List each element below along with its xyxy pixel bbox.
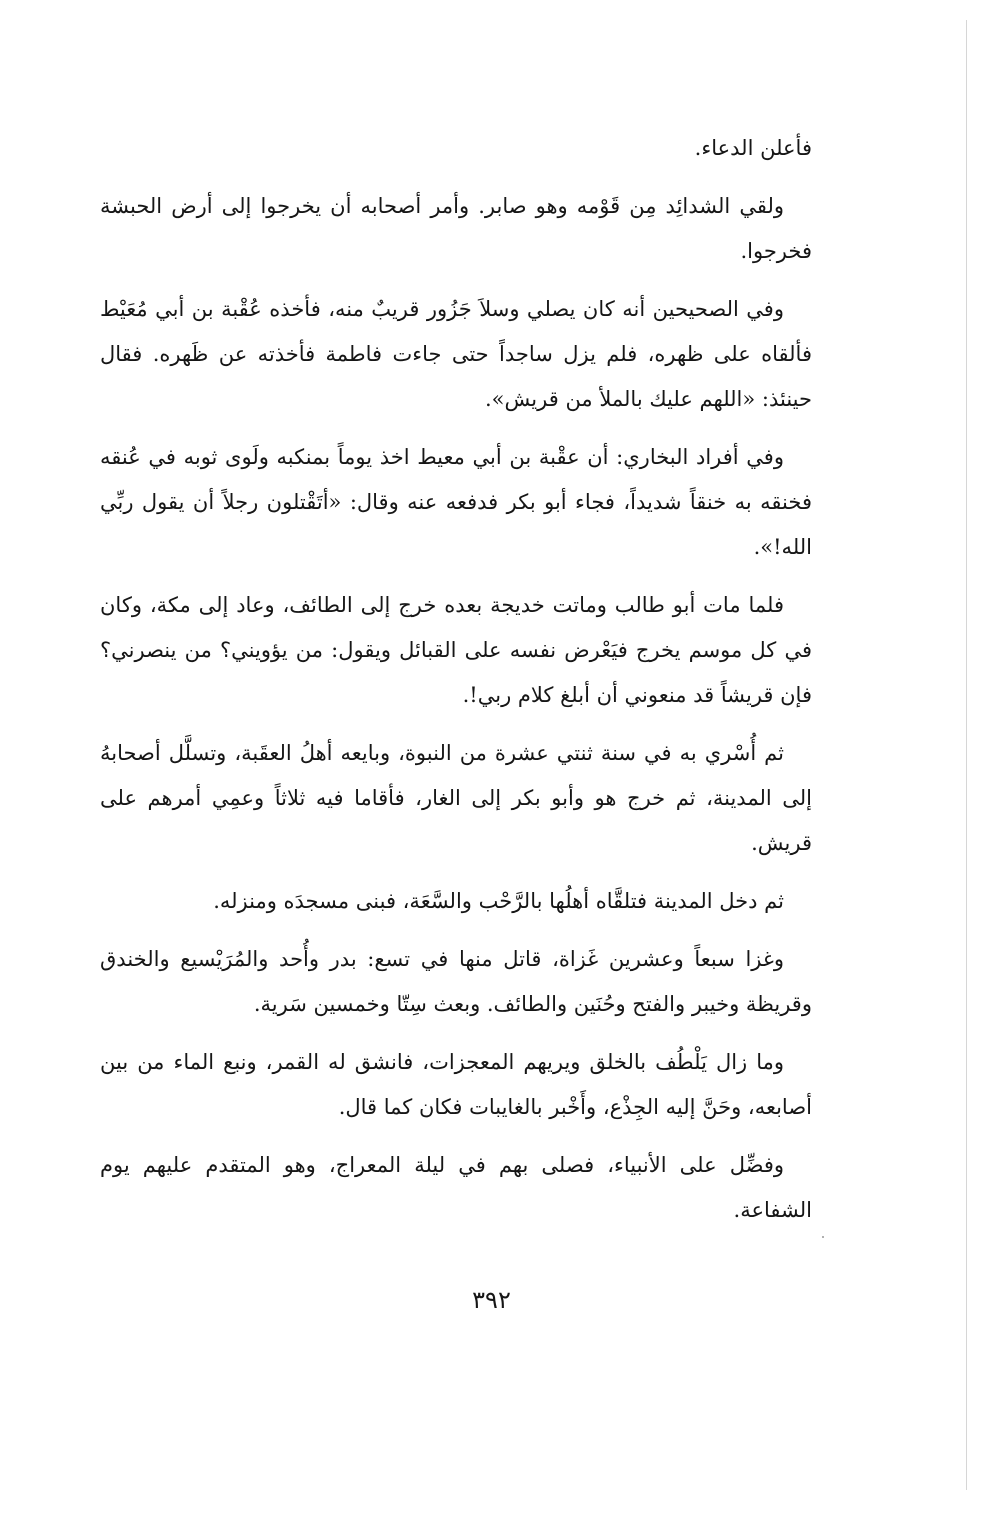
paragraph-8: وغزا سبعاً وعشرين غَزاة، قاتل منها في تسع: بدر وأُحد والمُرَيْسيع والخندق وقريظة وخيبر والفتح وحُنَين والطائف. وبعث سِتّا وخمسين سَرية. — [100, 947, 812, 1016]
body-text — [100, 126, 812, 1246]
paragraph-3: وفي الصحيحين أنه كان يصلي وسلاَ جَزُور قريبٌ منه، فأخذه عُقْبة بن أبي مُعَيْط فألقاه على ظهره، فلم يزل ساجداً حتى جاءت فاطمة فأخذته عن ظَهره. فقال حينئذ: «اللهم عليك بالملأ من قريش». — [100, 297, 812, 411]
paragraph-1: فأعلن الدعاء. — [694, 136, 812, 160]
page-number: ٣٩٢ — [472, 1286, 511, 1314]
paragraph-2: ولقي الشدائِد مِن قَوْمه وهو صابر. وأمر أصحابه أن يخرجوا إلى أرض الحبشة فخرجوا. — [100, 194, 812, 263]
scan-speck — [822, 1236, 824, 1238]
paragraph-9: وما زال يَلْطُف بالخلق ويريهم المعجزات، فانشق له القمر، ونبع الماء من بين أصابعه، وحَنَّ إليه الجِذْع، وأَخْبر بالغايبات فكان كما قال. — [100, 1050, 812, 1119]
paragraph-6: ثم أُسْري به في سنة ثنتي عشرة من النبوة، وبايعه أهلُ العقَبة، وتسلَّل أصحابهُ إلى المدينة، ثم خرج هو وأبو بكر إلى الغار، فأقاما فيه ثلاثاً وعمِي أمرهم على قريش. — [100, 741, 812, 855]
paragraph-5: فلما مات أبو طالب وماتت خديجة بعده خرج إلى الطائف، وعاد إلى مكة، وكان في كل موسم يخرج فيَعْرض نفسه على القبائل ويقول: من يؤويني؟ من ينصرني؟ فإن قريشاً قد منعوني أن أبلغ كلام ربي!. — [100, 593, 812, 707]
paragraph-10: وفضِّل على الأنبياء، فصلى بهم في ليلة المعراج، وهو المتقدم عليهم يوم الشفاعة. — [100, 1153, 812, 1222]
paragraph-4: وفي أفراد البخاري: أن عقْبة بن أبي معيط اخذ يوماً بمنكبه ولَوى ثوبه في عُنقه فخنقه به خنقاً شديداً، فجاء أبو بكر فدفعه عنه وقال: «أتَقْتلون رجلاً أن يقول ربِّي الله!». — [100, 445, 812, 559]
page-edge-line — [966, 20, 967, 1490]
paragraph-7: ثم دخل المدينة فتلقَّاه أهلُها بالرَّحْب والسَّعَة، فبنى مسجدَه ومنزله. — [213, 889, 784, 913]
